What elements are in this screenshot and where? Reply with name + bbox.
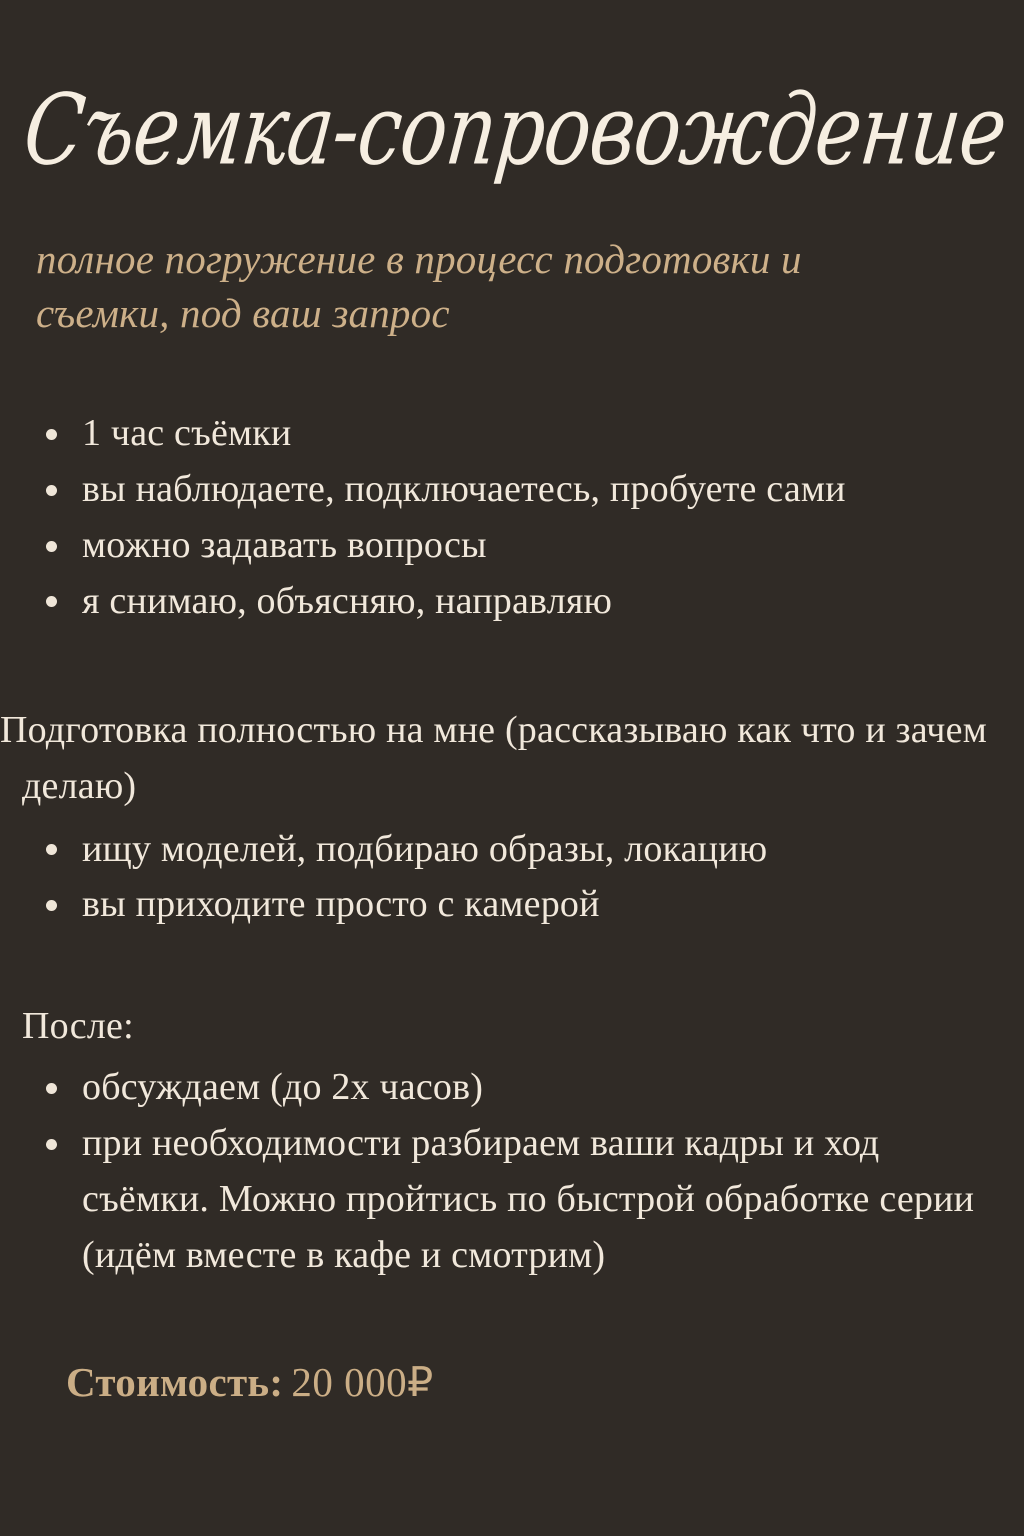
list-item-label: обсуждаем (до 2х часов)	[82, 1066, 484, 1109]
list-item-label: при необходимости разбираем ваши кадры и ход съёмки. Можно пройтись по быстрой обработке серии (идём вместе в кафе и смотрим)	[82, 1122, 975, 1277]
list-item-label: ищу моделей, подбираю образы, локацию	[82, 827, 768, 870]
list-item-label: вы приходите просто с камерой	[82, 883, 600, 926]
bullet-dot-icon	[46, 1083, 57, 1094]
list-item	[0, 518, 1024, 574]
list-item-label: можно задавать вопросы	[82, 523, 487, 566]
list-item-label: я снимаю, объясняю, направляю	[82, 579, 613, 622]
bullet-dot-icon	[46, 900, 57, 911]
page-subtitle: полное погружение в процесс подготовки и съемки, под ваш запрос	[36, 236, 802, 337]
list-item-label: 1 час съёмки	[82, 412, 292, 454]
page-title: Съемка-сопровождение	[18, 73, 1012, 187]
bullet-dot-icon	[46, 541, 57, 552]
price-label: Стоимость:	[66, 1359, 284, 1405]
after-bullet-list	[0, 1060, 1024, 1283]
price-line	[66, 1360, 434, 1405]
after-section-heading: После:	[22, 1005, 134, 1048]
bullet-dot-icon	[46, 429, 57, 440]
list-item	[0, 1116, 1024, 1284]
body-content	[0, 406, 1024, 1284]
list-item	[0, 1060, 1024, 1116]
bullet-dot-icon	[46, 485, 57, 496]
preparation-note: Подготовка полностью на мне (рассказываю как что и зачем делаю)	[0, 709, 987, 807]
list-item	[0, 574, 1024, 630]
intro-bullet-list	[0, 406, 1024, 629]
list-item	[0, 822, 1024, 878]
preparation-bullet-list	[0, 822, 1024, 934]
list-item	[0, 462, 1024, 518]
bullet-dot-icon	[46, 596, 57, 607]
bullet-dot-icon	[46, 844, 57, 855]
bullet-dot-icon	[46, 1139, 57, 1150]
price-value: 20 000₽	[291, 1359, 434, 1405]
list-item-label: вы наблюдаете, подключаетесь, пробуете сами	[82, 467, 846, 510]
list-item	[0, 406, 1024, 462]
list-item	[0, 877, 1024, 933]
